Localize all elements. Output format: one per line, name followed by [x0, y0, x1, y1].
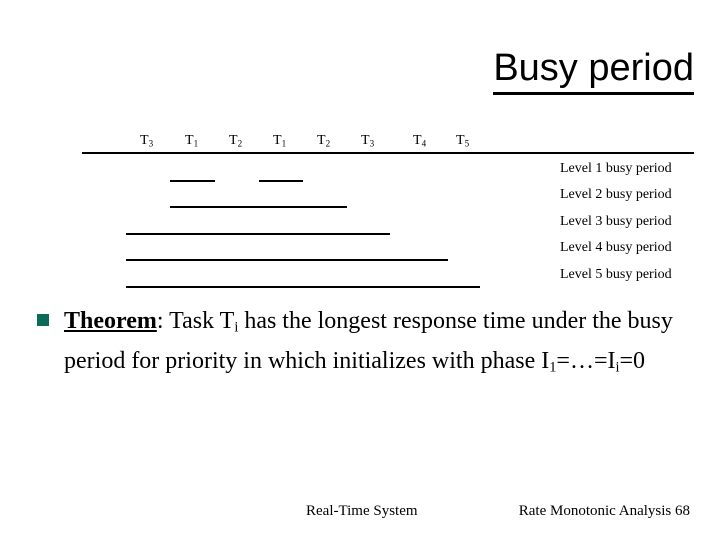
level-1-label: Level 1 busy period: [560, 161, 672, 176]
theorem-part: has the longest response time under the busy period for priority in which initializes with phase I: [64, 308, 673, 374]
theorem-label: Theorem: [64, 308, 157, 334]
level-3-busy-bar: [126, 233, 390, 235]
theorem-subscript: i: [615, 359, 620, 376]
square-bullet-icon: [37, 314, 49, 326]
level-4-label: Level 4 busy period: [560, 240, 672, 255]
footer-slide-number: Rate Monotonic Analysis 68: [518, 503, 690, 519]
task-label-t3: $T_3$: [361, 133, 375, 149]
theorem-part: : Task T: [156, 308, 235, 334]
level-5-busy-bar: [126, 286, 480, 288]
theorem-subscript: 1: [549, 359, 557, 376]
level-2-label: Level 2 busy period: [560, 187, 672, 202]
level-2-busy-bar: [170, 206, 347, 208]
task-label-t2: $T_2$: [229, 133, 243, 149]
theorem-part: =0: [619, 347, 646, 374]
theorem-part: =…=I: [556, 347, 616, 374]
footer-course-name: Real-Time System: [306, 503, 418, 519]
task-label-t3: $T_3$: [140, 133, 154, 149]
level-5-label: Level 5 busy period: [560, 267, 672, 282]
task-label-t4: $T_4$: [413, 133, 427, 149]
time-axis-line: [82, 152, 694, 154]
level-1-busy-bar-b: [259, 180, 303, 182]
task-label-t1: $T_1$: [273, 133, 287, 149]
task-label-t5: $T_5$: [456, 133, 470, 149]
slide-title: Busy period: [493, 44, 694, 95]
task-label-t2: $T_2$: [317, 133, 331, 149]
task-label-t1: $T_1$: [185, 133, 199, 149]
theorem-subscript: i: [234, 319, 239, 336]
level-1-busy-bar-a: [170, 180, 215, 182]
level-4-busy-bar: [126, 259, 448, 261]
theorem-text: [64, 305, 704, 384]
level-3-label: Level 3 busy period: [560, 214, 672, 229]
